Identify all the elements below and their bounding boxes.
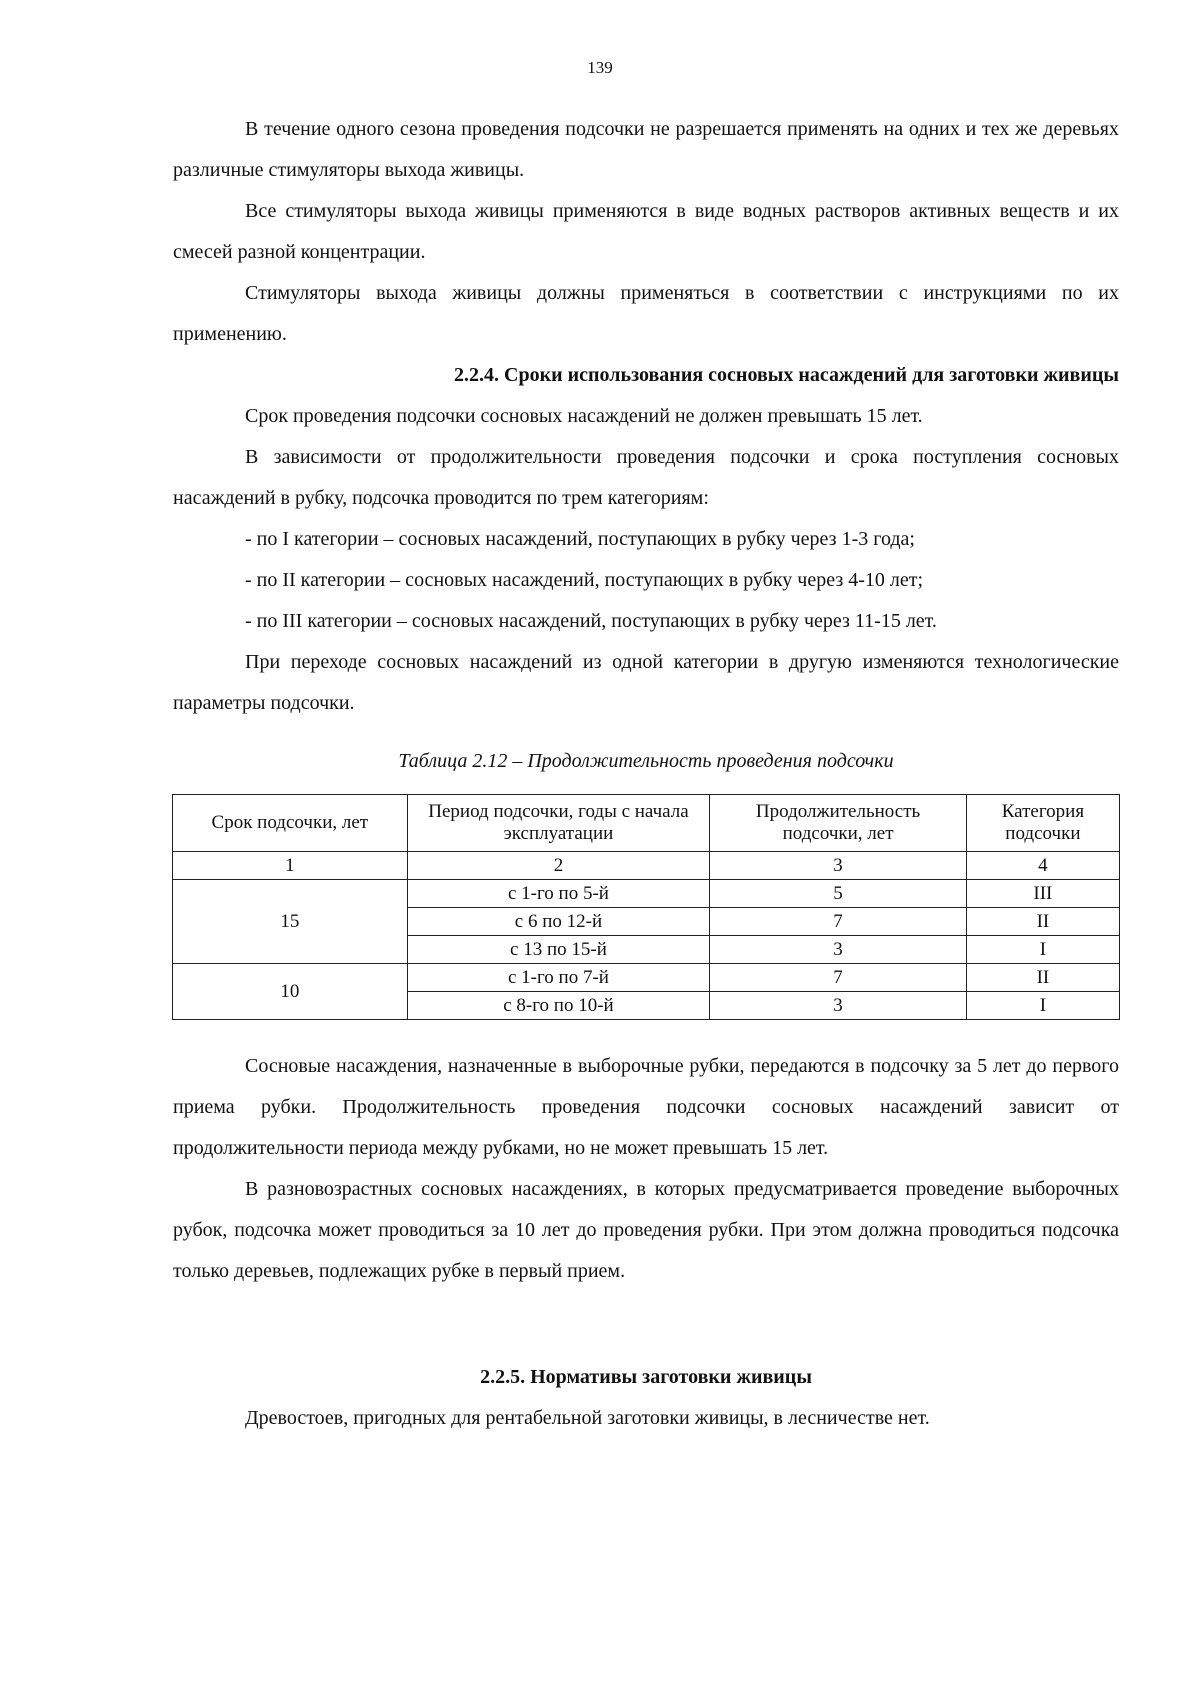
column-number: 1 bbox=[173, 852, 408, 880]
period-cell: с 1-го по 5-й bbox=[407, 880, 710, 908]
paragraph: Все стимуляторы выхода живицы применяются в виде водных растворов активных веществ и их смесей разной концентрации. bbox=[173, 200, 1119, 263]
column-number: 4 bbox=[966, 852, 1119, 880]
column-number: 2 bbox=[407, 852, 710, 880]
table-header-row bbox=[173, 795, 1120, 852]
text-block-after-table bbox=[173, 1046, 1119, 1292]
period-cell: с 1-го по 7-й bbox=[407, 964, 710, 992]
paragraph: Древостоев, пригодных для рентабельной заготовки живицы, в лесничестве нет. bbox=[245, 1407, 930, 1429]
paragraph: В зависимости от продолжительности проведения подсочки и срока поступления сосновых насаждений в рубку, подсочка проводится по трем категориям: bbox=[173, 446, 1119, 509]
period-cell: с 8-го по 10-й bbox=[407, 992, 710, 1020]
category-cell: I bbox=[966, 992, 1119, 1020]
column-header: Срок подсочки, лет bbox=[173, 795, 408, 852]
text-block-section-2-2-5 bbox=[173, 1357, 1119, 1439]
paragraph: Сосновые насаждения, назначенные в выборочные рубки, передаются в подсочку за 5 лет до первого приема рубки. Продолжительность проведения подсочки сосновых насаждений зависит от продолжительности периода между рубками, но не может превышать 15 лет. bbox=[173, 1055, 1119, 1159]
page-number: 139 bbox=[587, 58, 613, 77]
category-list-item: - по II категории – сосновых насаждений, поступающих в рубку через 4-10 лет; bbox=[245, 569, 924, 591]
paragraph: Стимуляторы выхода живицы должны применяться в соответствии с инструкциями по их применению. bbox=[173, 282, 1119, 345]
paragraph: При переходе сосновых насаждений из одной категории в другую изменяются технологические параметры подсочки. bbox=[173, 651, 1119, 714]
category-list-item: - по I категории – сосновых насаждений, поступающих в рубку через 1-3 года; bbox=[245, 528, 915, 550]
duration-cell: 7 bbox=[710, 964, 967, 992]
section-heading-2-2-4: 2.2.4. Сроки использования сосновых насаждений для заготовки живицы bbox=[454, 364, 1119, 386]
column-header: Продолжительность подсочки, лет bbox=[710, 795, 967, 852]
table-row bbox=[173, 964, 1120, 992]
paragraph: Срок проведения подсочки сосновых насаждений не должен превышать 15 лет. bbox=[245, 405, 923, 427]
duration-cell: 5 bbox=[710, 880, 967, 908]
category-list-item: - по III категории – сосновых насаждений, поступающих в рубку через 11-15 лет. bbox=[245, 610, 937, 632]
column-header: Период подсочки, годы с начала эксплуатации bbox=[407, 795, 710, 852]
column-header: Категория подсочки bbox=[966, 795, 1119, 852]
paragraph: В разновозрастных сосновых насаждениях, в которых предусматривается проведение выборочных рубок, подсочка может проводиться за 10 лет до проведения рубки. При этом должна проводиться подсочка только деревьев, подлежащих рубке в первый прием. bbox=[173, 1178, 1119, 1282]
period-cell: с 13 по 15-й bbox=[407, 936, 710, 964]
text-block-upper bbox=[173, 109, 1119, 724]
category-cell: I bbox=[966, 936, 1119, 964]
period-cell: с 6 по 12-й bbox=[407, 908, 710, 936]
paragraph: В течение одного сезона проведения подсочки не разрешается применять на одних и тех же деревьях различные стимуляторы выхода живицы. bbox=[173, 118, 1119, 181]
term-cell: 10 bbox=[173, 964, 408, 1020]
table-caption: Таблица 2.12 – Продолжительность проведения подсочки bbox=[398, 750, 894, 772]
column-number-row bbox=[173, 852, 1120, 880]
tapping-duration-table bbox=[172, 794, 1120, 1020]
term-cell: 15 bbox=[173, 880, 408, 964]
category-cell: III bbox=[966, 880, 1119, 908]
duration-cell: 3 bbox=[710, 936, 967, 964]
duration-cell: 3 bbox=[710, 992, 967, 1020]
table-row bbox=[173, 880, 1120, 908]
duration-cell: 7 bbox=[710, 908, 967, 936]
column-number: 3 bbox=[710, 852, 967, 880]
section-heading-2-2-5: 2.2.5. Нормативы заготовки живицы bbox=[480, 1366, 812, 1388]
category-cell: II bbox=[966, 964, 1119, 992]
category-cell: II bbox=[966, 908, 1119, 936]
